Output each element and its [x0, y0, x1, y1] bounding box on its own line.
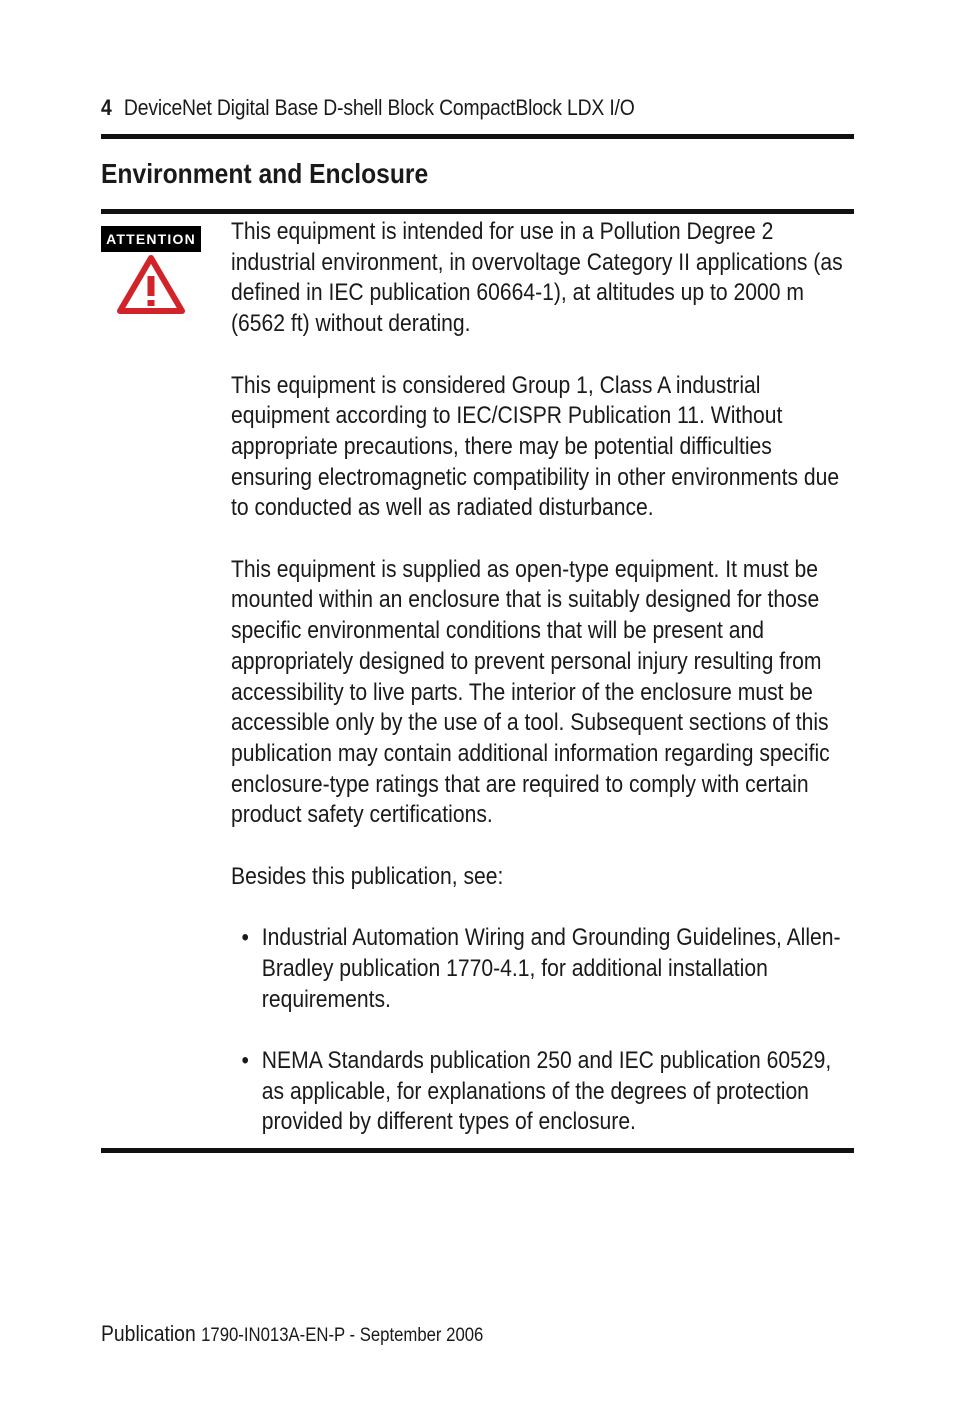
bullet-icon: •	[241, 1046, 249, 1074]
running-title: DeviceNet Digital Base D-shell Block CompactBlock LDX I/O	[123, 95, 635, 120]
attention-paragraph: This equipment is supplied as open-type equipment. It must be mounted within an enclosure that is suitably designed for those specific environmental conditions that will be present and appropriately designed to prevent personal injury resulting from accessibility to live parts. The interior of the enclosure must be accessible only by the use of a tool. Subsequent sections of this publication may contain additional information regarding specific enclosure-type ratings that are required to comply with certain product safety certifications.	[231, 555, 830, 829]
page-header	[101, 95, 635, 121]
attention-paragraph: Besides this publication, see:	[231, 862, 504, 890]
page-number: 4	[101, 95, 112, 120]
footer-label: Publication	[101, 1321, 196, 1346]
list-item-text: NEMA Standards publication 250 and IEC publication 60529, as applicable, for explanations of the degrees of protection provided by different types of enclosure.	[261, 1046, 832, 1136]
section-rule	[101, 209, 854, 214]
warning-triangle-icon	[116, 254, 186, 316]
bullet-icon: •	[241, 924, 249, 952]
list-item-text: Industrial Automation Wiring and Grounding Guidelines, Allen-Bradley publication 1770-4.1, for additional installation requirements.	[261, 924, 841, 1013]
attention-paragraph: This equipment is considered Group 1, Class A industrial equipment according to IEC/CISPR Publication 11. Without appropriate precautions, there may be potential difficulties ensuring electromagnetic compatibility in other environments due to conducted as well as radiated disturbance.	[231, 371, 840, 522]
page-footer	[101, 1321, 483, 1347]
header-rule	[101, 134, 854, 139]
attention-badge: ATTENTION	[101, 226, 201, 252]
section-end-rule	[101, 1148, 854, 1153]
list-item	[231, 1046, 847, 1138]
attention-content	[231, 217, 847, 1138]
reference-list	[231, 923, 847, 1138]
attention-paragraph: This equipment is intended for use in a Pollution Degree 2 industrial environment, in overvoltage Category II applications (as defined in IEC publication 60664-1), at altitudes up to 2000 m (6562 ft) without derating.	[231, 218, 843, 338]
list-item	[231, 923, 847, 1015]
section-title: Environment and Enclosure	[101, 158, 429, 189]
publication-number: 1790-IN013A-EN-P - September 2006	[201, 1325, 484, 1346]
